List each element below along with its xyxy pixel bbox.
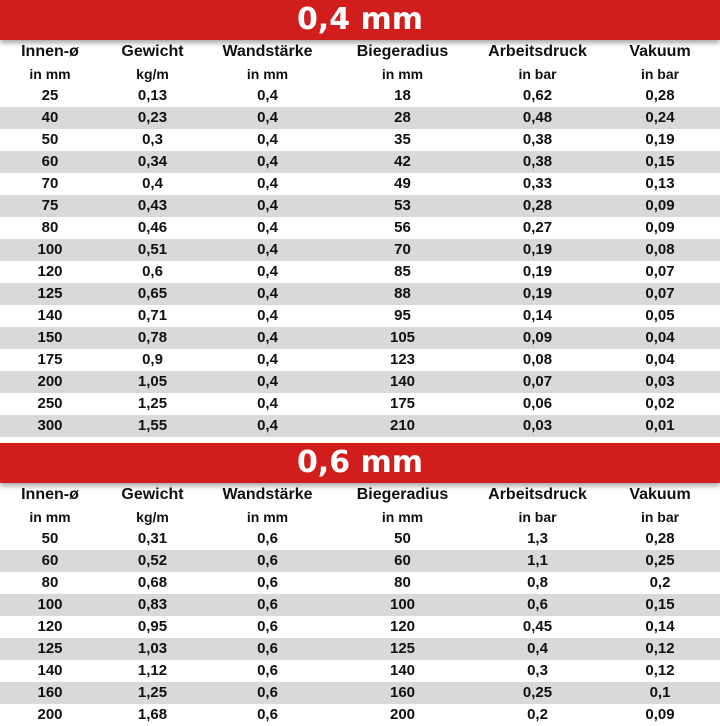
cell-inner-diameter: 80: [0, 217, 100, 239]
cell-inner-diameter: 100: [0, 239, 100, 261]
cell-bend-radius: 49: [330, 173, 475, 195]
cell-wall-thickness: 0,4: [205, 107, 330, 129]
cell-weight: 1,03: [100, 638, 205, 660]
cell-working-pressure: 0,06: [475, 393, 600, 415]
cell-weight: 0,23: [100, 107, 205, 129]
table-row: [0, 415, 720, 437]
cell-working-pressure: 0,6: [475, 594, 600, 616]
cell-inner-diameter: 25: [0, 85, 100, 107]
table-body-0-4mm: [0, 85, 720, 437]
table-header-row: [0, 483, 720, 506]
cell-working-pressure: 0,62: [475, 85, 600, 107]
column-unit-inner-diameter: in mm: [0, 506, 100, 528]
cell-inner-diameter: 125: [0, 283, 100, 305]
cell-bend-radius: 175: [330, 393, 475, 415]
column-unit-working-pressure: in bar: [475, 63, 600, 85]
cell-weight: 1,12: [100, 660, 205, 682]
cell-vacuum: 0,03: [600, 371, 720, 393]
table-header-row: [0, 40, 720, 63]
column-header-wall-thickness: Wandstärke: [205, 483, 330, 506]
cell-wall-thickness: 0,4: [205, 239, 330, 261]
cell-weight: 0,13: [100, 85, 205, 107]
section-title-0-4mm: 0,4 mm: [0, 0, 720, 40]
table-row: [0, 151, 720, 173]
cell-vacuum: 0,05: [600, 305, 720, 327]
column-header-working-pressure: Arbeitsdruck: [475, 483, 600, 506]
cell-bend-radius: 140: [330, 371, 475, 393]
cell-weight: 0,3: [100, 129, 205, 151]
cell-working-pressure: 1,3: [475, 528, 600, 550]
cell-bend-radius: 56: [330, 217, 475, 239]
cell-wall-thickness: 0,4: [205, 327, 330, 349]
cell-bend-radius: 85: [330, 261, 475, 283]
cell-wall-thickness: 0,4: [205, 195, 330, 217]
cell-working-pressure: 0,48: [475, 107, 600, 129]
cell-vacuum: 0,12: [600, 638, 720, 660]
table-row: [0, 528, 720, 550]
cell-weight: 0,4: [100, 173, 205, 195]
cell-weight: 0,83: [100, 594, 205, 616]
spec-table-0-6mm: [0, 483, 720, 726]
table-row: [0, 305, 720, 327]
table-row: [0, 349, 720, 371]
column-unit-vacuum: in bar: [600, 63, 720, 85]
column-unit-working-pressure: in bar: [475, 506, 600, 528]
cell-vacuum: 0,14: [600, 616, 720, 638]
cell-inner-diameter: 200: [0, 371, 100, 393]
cell-working-pressure: 0,08: [475, 349, 600, 371]
cell-bend-radius: 70: [330, 239, 475, 261]
cell-wall-thickness: 0,6: [205, 616, 330, 638]
cell-bend-radius: 160: [330, 682, 475, 704]
cell-wall-thickness: 0,4: [205, 217, 330, 239]
column-header-weight: Gewicht: [100, 483, 205, 506]
table-row: [0, 217, 720, 239]
cell-bend-radius: 100: [330, 594, 475, 616]
cell-inner-diameter: 175: [0, 349, 100, 371]
cell-working-pressure: 1,1: [475, 550, 600, 572]
cell-working-pressure: 0,07: [475, 371, 600, 393]
cell-working-pressure: 0,19: [475, 239, 600, 261]
cell-vacuum: 0,19: [600, 129, 720, 151]
cell-inner-diameter: 300: [0, 415, 100, 437]
cell-weight: 0,46: [100, 217, 205, 239]
cell-bend-radius: 18: [330, 85, 475, 107]
cell-bend-radius: 120: [330, 616, 475, 638]
cell-inner-diameter: 120: [0, 616, 100, 638]
cell-vacuum: 0,24: [600, 107, 720, 129]
cell-wall-thickness: 0,4: [205, 415, 330, 437]
cell-working-pressure: 0,2: [475, 704, 600, 726]
cell-wall-thickness: 0,4: [205, 85, 330, 107]
cell-working-pressure: 0,27: [475, 217, 600, 239]
spec-table-0-4mm: [0, 40, 720, 437]
cell-weight: 1,55: [100, 415, 205, 437]
table-row: [0, 129, 720, 151]
column-header-vacuum: Vakuum: [600, 40, 720, 63]
cell-bend-radius: 95: [330, 305, 475, 327]
cell-weight: 0,65: [100, 283, 205, 305]
cell-wall-thickness: 0,4: [205, 129, 330, 151]
cell-inner-diameter: 75: [0, 195, 100, 217]
table-unit-row: [0, 506, 720, 528]
cell-inner-diameter: 50: [0, 129, 100, 151]
cell-wall-thickness: 0,6: [205, 528, 330, 550]
cell-working-pressure: 0,09: [475, 327, 600, 349]
table-row: [0, 327, 720, 349]
cell-wall-thickness: 0,4: [205, 173, 330, 195]
column-unit-wall-thickness: in mm: [205, 506, 330, 528]
cell-bend-radius: 140: [330, 660, 475, 682]
column-unit-weight: kg/m: [100, 63, 205, 85]
table-row: [0, 261, 720, 283]
cell-working-pressure: 0,14: [475, 305, 600, 327]
cell-weight: 0,34: [100, 151, 205, 173]
cell-bend-radius: 35: [330, 129, 475, 151]
column-unit-inner-diameter: in mm: [0, 63, 100, 85]
cell-bend-radius: 200: [330, 704, 475, 726]
cell-working-pressure: 0,33: [475, 173, 600, 195]
cell-wall-thickness: 0,6: [205, 660, 330, 682]
cell-wall-thickness: 0,6: [205, 594, 330, 616]
cell-vacuum: 0,15: [600, 151, 720, 173]
cell-working-pressure: 0,8: [475, 572, 600, 594]
cell-weight: 0,71: [100, 305, 205, 327]
table-row: [0, 195, 720, 217]
column-header-weight: Gewicht: [100, 40, 205, 63]
column-header-inner-diameter: Innen-ø: [0, 483, 100, 506]
cell-vacuum: 0,28: [600, 85, 720, 107]
cell-bend-radius: 210: [330, 415, 475, 437]
cell-vacuum: 0,07: [600, 283, 720, 305]
table-row: [0, 616, 720, 638]
cell-vacuum: 0,04: [600, 349, 720, 371]
cell-bend-radius: 125: [330, 638, 475, 660]
table-row: [0, 572, 720, 594]
cell-inner-diameter: 250: [0, 393, 100, 415]
cell-vacuum: 0,08: [600, 239, 720, 261]
cell-wall-thickness: 0,6: [205, 550, 330, 572]
table-row: [0, 682, 720, 704]
cell-bend-radius: 28: [330, 107, 475, 129]
cell-weight: 1,25: [100, 393, 205, 415]
table-row: [0, 704, 720, 726]
column-unit-weight: kg/m: [100, 506, 205, 528]
cell-working-pressure: 0,4: [475, 638, 600, 660]
column-header-bend-radius: Biegeradius: [330, 483, 475, 506]
cell-vacuum: 0,01: [600, 415, 720, 437]
table-body-0-6mm: [0, 528, 720, 726]
cell-weight: 1,68: [100, 704, 205, 726]
cell-vacuum: 0,28: [600, 528, 720, 550]
cell-working-pressure: 0,38: [475, 129, 600, 151]
cell-working-pressure: 0,38: [475, 151, 600, 173]
cell-inner-diameter: 60: [0, 550, 100, 572]
cell-vacuum: 0,13: [600, 173, 720, 195]
cell-weight: 0,31: [100, 528, 205, 550]
cell-wall-thickness: 0,4: [205, 261, 330, 283]
column-unit-vacuum: in bar: [600, 506, 720, 528]
cell-weight: 0,95: [100, 616, 205, 638]
cell-wall-thickness: 0,4: [205, 305, 330, 327]
cell-working-pressure: 0,28: [475, 195, 600, 217]
cell-inner-diameter: 140: [0, 660, 100, 682]
cell-wall-thickness: 0,4: [205, 371, 330, 393]
cell-weight: 0,6: [100, 261, 205, 283]
cell-vacuum: 0,25: [600, 550, 720, 572]
cell-wall-thickness: 0,4: [205, 349, 330, 371]
cell-vacuum: 0,2: [600, 572, 720, 594]
cell-inner-diameter: 100: [0, 594, 100, 616]
column-unit-wall-thickness: in mm: [205, 63, 330, 85]
cell-inner-diameter: 70: [0, 173, 100, 195]
cell-inner-diameter: 80: [0, 572, 100, 594]
cell-bend-radius: 60: [330, 550, 475, 572]
table-row: [0, 371, 720, 393]
column-unit-bend-radius: in mm: [330, 63, 475, 85]
cell-vacuum: 0,09: [600, 704, 720, 726]
table-unit-row: [0, 63, 720, 85]
cell-inner-diameter: 160: [0, 682, 100, 704]
cell-inner-diameter: 120: [0, 261, 100, 283]
table-row: [0, 594, 720, 616]
table-row: [0, 85, 720, 107]
column-header-bend-radius: Biegeradius: [330, 40, 475, 63]
cell-inner-diameter: 140: [0, 305, 100, 327]
cell-vacuum: 0,1: [600, 682, 720, 704]
cell-weight: 0,78: [100, 327, 205, 349]
cell-bend-radius: 123: [330, 349, 475, 371]
table-row: [0, 393, 720, 415]
cell-wall-thickness: 0,4: [205, 151, 330, 173]
cell-wall-thickness: 0,6: [205, 704, 330, 726]
cell-vacuum: 0,07: [600, 261, 720, 283]
cell-working-pressure: 0,19: [475, 283, 600, 305]
cell-weight: 0,52: [100, 550, 205, 572]
cell-weight: 0,43: [100, 195, 205, 217]
table-row: [0, 173, 720, 195]
table-row: [0, 107, 720, 129]
cell-bend-radius: 53: [330, 195, 475, 217]
cell-inner-diameter: 125: [0, 638, 100, 660]
cell-weight: 1,05: [100, 371, 205, 393]
cell-weight: 1,25: [100, 682, 205, 704]
column-unit-bend-radius: in mm: [330, 506, 475, 528]
cell-wall-thickness: 0,4: [205, 393, 330, 415]
cell-bend-radius: 42: [330, 151, 475, 173]
cell-vacuum: 0,09: [600, 195, 720, 217]
table-row: [0, 660, 720, 682]
cell-working-pressure: 0,45: [475, 616, 600, 638]
cell-vacuum: 0,12: [600, 660, 720, 682]
cell-working-pressure: 0,25: [475, 682, 600, 704]
column-header-wall-thickness: Wandstärke: [205, 40, 330, 63]
cell-weight: 0,9: [100, 349, 205, 371]
cell-vacuum: 0,09: [600, 217, 720, 239]
cell-wall-thickness: 0,6: [205, 682, 330, 704]
table-row: [0, 239, 720, 261]
cell-working-pressure: 0,3: [475, 660, 600, 682]
cell-weight: 0,51: [100, 239, 205, 261]
cell-bend-radius: 88: [330, 283, 475, 305]
column-header-vacuum: Vakuum: [600, 483, 720, 506]
cell-wall-thickness: 0,6: [205, 638, 330, 660]
cell-bend-radius: 50: [330, 528, 475, 550]
cell-inner-diameter: 40: [0, 107, 100, 129]
cell-vacuum: 0,15: [600, 594, 720, 616]
cell-inner-diameter: 60: [0, 151, 100, 173]
cell-weight: 0,68: [100, 572, 205, 594]
table-row: [0, 283, 720, 305]
table-row: [0, 638, 720, 660]
cell-inner-diameter: 50: [0, 528, 100, 550]
cell-vacuum: 0,02: [600, 393, 720, 415]
cell-vacuum: 0,04: [600, 327, 720, 349]
column-header-working-pressure: Arbeitsdruck: [475, 40, 600, 63]
cell-bend-radius: 105: [330, 327, 475, 349]
cell-inner-diameter: 150: [0, 327, 100, 349]
table-row: [0, 550, 720, 572]
cell-wall-thickness: 0,6: [205, 572, 330, 594]
cell-inner-diameter: 200: [0, 704, 100, 726]
cell-wall-thickness: 0,4: [205, 283, 330, 305]
cell-bend-radius: 80: [330, 572, 475, 594]
section-title-0-6mm: 0,6 mm: [0, 443, 720, 483]
column-header-inner-diameter: Innen-ø: [0, 40, 100, 63]
cell-working-pressure: 0,19: [475, 261, 600, 283]
cell-working-pressure: 0,03: [475, 415, 600, 437]
